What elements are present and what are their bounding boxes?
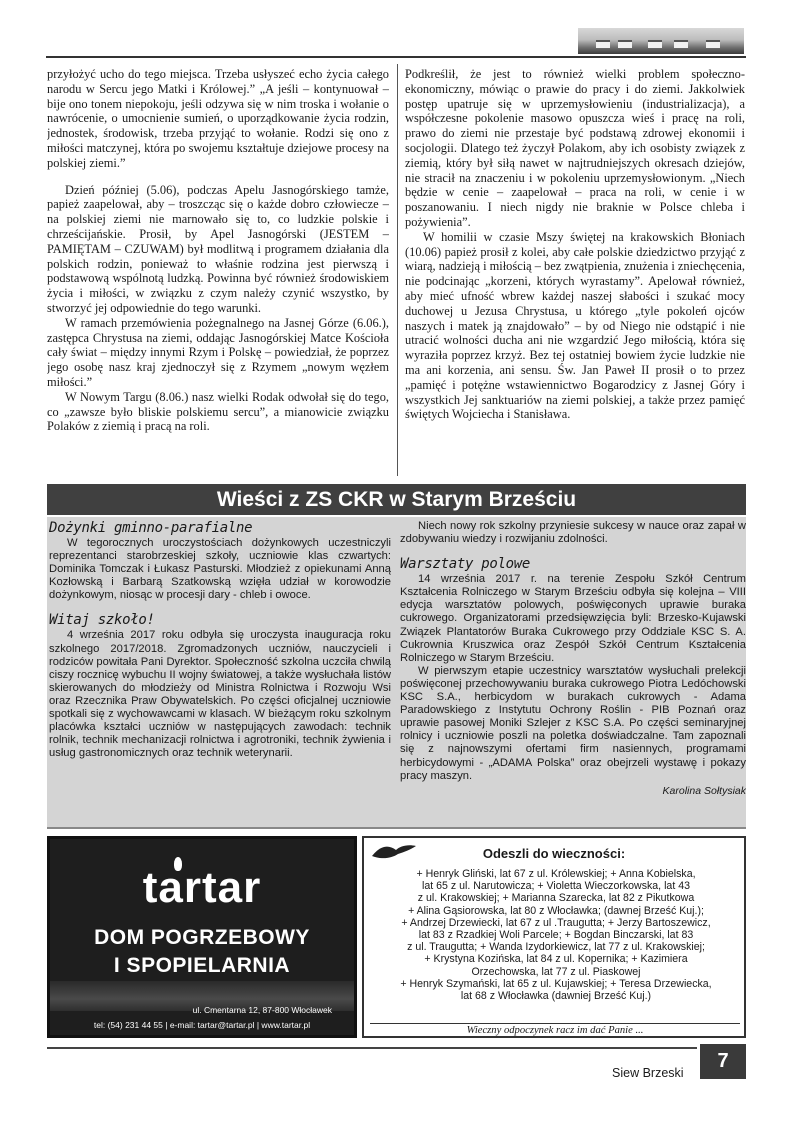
obituary-line: + Krystyna Kozińska, lat 84 z ul. Kopernika; + Kazimiera — [424, 953, 688, 966]
article-paragraph: W Nowym Targu (8.06.) nasz wielki Rodak odwołał się do tego, co „zawsze było bliskie polskiemu sercu”, a mianowicie związku Polaków z ziemią i pracą na roli. — [47, 389, 389, 434]
obituary-line: lat 68 z Włocławka (dawniej Brześć Kuj.) — [460, 990, 652, 1003]
section-heading: Dożynki gminno-parafialne — [49, 520, 253, 536]
page-number: 7 — [700, 1044, 746, 1079]
article-paragraph: Podkreślił, że jest to również wielki problem społeczno-ekonomiczny, mówiąc o prawie do pracy i do ziemi. Jakkolwiek postęp upatruje się w uprzemysłowieniu (industrializacja), a współczesne pokolenie masowo opuszcza wieś i pracę na roli, prawo do ziemi nie przestaje być podstawą zdrowej ekonomii i socjologii. Dlatego też życzył Polakom, aby ich osobisty związek z ziemią, który był siłą nawet w najtrudniejszych okresach dziejów, nie stracił na znaczeniu i w pokoleniu uprzemysłowionym. „Niech będzie w cenie – zaapelował – praca na roli, w cenie i w poszanowaniu. I niech nigdy nie braknie w Polsce chleba i pożywienia”. — [405, 67, 745, 229]
school-news-panel — [47, 517, 746, 829]
ad-contact: tel: (54) 231 44 55 | e-mail: tartar@tartar.pl | www.tartar.pl — [93, 1020, 311, 1030]
author-signature: Karolina Sołtysiak — [662, 784, 746, 797]
obituary-line: + Henryk Szymański, lat 65 z ul. Kujawskiej; + Teresa Drzewiecka, — [400, 977, 712, 990]
footer-rule — [47, 1047, 697, 1049]
obituary-list — [374, 868, 738, 1002]
obituary-line: Orzechowska, lat 77 z ul. Piaskowej — [471, 965, 641, 978]
obituary-box — [362, 836, 746, 1038]
article-paragraph: przyłożyć ucho do tego miejsca. Trzeba usłyszeć echo życia całego narodu w Sercu jego Matki i Królowej.” „A jeśli – kontynuował – bije ono tonem niepokoju, jeśli odzywa się w nim troska i wołanie o nawrócenie, o umocnienie sumień, o uporządkowanie życia rodzin, jednostek, środowisk, trzeba przyjąć to wołanie. Rodzi się ono z miłości matczynej, która po swojemu kształtuje dziejowe procesy na polskiej ziemi.” — [47, 67, 389, 170]
ad-subtitle: I SPOPIELARNIA — [113, 954, 291, 977]
school-news-column-left — [49, 517, 391, 827]
section-heading: Witaj szkoło! — [49, 612, 155, 629]
school-news-column-right — [400, 517, 746, 827]
article-paragraph: Dzień później (5.06), podczas Apelu Jasnogórskiego tamże, papież zaapelował, aby – troszcząc się o każde dobro człowiecze – na polskiej ziemi nie marnowało się to, co ludzkie polskie i chrześcijańskie. Prosił, by Apel Jasnogórski (JESTEM – PAMIĘTAM – CZUWAM) był modlitwą i programem działania dla polskich rodzin, ponieważ to właśnie rodzina jest pierwszą i podstawową wspólnotą ludzką. Powinna być również środowiskiem życia i miłości, w związku z czym należy czynić wszystko, by stworzyć jej odpowiednie do tego warunki. — [47, 182, 389, 315]
funeral-home-ad — [47, 836, 357, 1038]
section-paragraph: W pierwszym etapie uczestnicy warsztatów wysłuchali prelekcji poświęconej przechowywaniu buraka cukrowego Piotra Ledóchowski KSC S.A., herbicydom w burakach cukrowych - Adama Paradowskiego z Instytutu Ochrony Roślin - PIB Poznań oraz uprawie pasowej Moniki Szlejer z KSC S.A. Po części seminaryjnej rolnicy i uczniowie poszli na poletka doświadczalne. Tam zapoznali się z najnowszymi ofertami firm nasiennych, programami herbicydowymi - „ADAMA Polska” oraz obejrzeli wystawę i pokazy pracy maszyn. — [400, 664, 746, 782]
obituary-line: lat 65 z ul. Narutowicza; + Violetta Wieczorkowska, lat 43 — [421, 880, 690, 893]
article-column-right — [405, 67, 745, 479]
section-paragraph: Niech nowy rok szkolny przyniesie sukcesy w nauce oraz zapał w zdobywaniu wiedzy i rozwijaniu zdolności. — [400, 520, 746, 546]
header-rule — [46, 56, 746, 58]
obituary-line: + Andrzej Drzewiecki, lat 67 z ul .Traugutta; + Jerzy Bartoszewicz, — [401, 916, 711, 929]
section-title: Wieści z ZS CKR w Starym Brześciu — [47, 484, 746, 515]
article-paragraph: W ramach przemówienia pożegnalnego na Jasnej Górze (6.06.), zastępca Chrystusa na ziemi, oddając Jasnogórskiej Matce Kościoła cały świat – między innymi Rzym i Polskę – powiedział, że poprzez jego osobę nasz kraj zjednoczył się z Rzymem „nowym węzłem miłości.” — [47, 315, 389, 389]
ad-address: ul. Cmentarna 12, 87-800 Włocławek — [192, 1005, 332, 1015]
section-paragraph: W tegorocznych uroczystościach dożynkowych uczestniczyli reprezentanci starobrzeskiej szkoły, uczniowie klas czwartych: Dominika Tomczak i Łukasz Pasturski. Młodzież z opiekunami Anną Kozłowską i Barbarą Szatkowską wzięła udział w korowodzie dożynkowym, niosąc w procesji dary - chleb i owoce. — [49, 537, 391, 602]
obituary-line: + Henryk Gliński, lat 67 z ul. Królewskiej; + Anna Kobielska, — [416, 868, 696, 880]
section-paragraph: 4 września 2017 roku odbyła się uroczysta inauguracja roku szkolnego 2017/2018. Zgromadzonych uczniów, nauczycieli i rodziców powitała Pani Dyrektor. Społeczność szkolna uczciła chwilą ciszy rocznicę wybuchu II wojny światowej, a także wysłuchała listów skierowanych do młodzieży od Ministra Rolnictwa i Rozwoju Wsi oraz Rzecznika Praw Obywatelskich. Po części oficjalnej uczniowie spotkali się z wychowawcami w klasach. W bieżącym roku szkolnym placówka kształci uczniów w następujących zawodach: technik rolnik, technik mechanizacji rolnictwa i agrotroniki, technik żywienia i usług gastronomicznych oraz technik weterynarii. — [49, 629, 391, 760]
obituary-line: lat 83 z Rzadkiej Woli Parcele; + Bogdan Binczarski, lat 83 — [418, 929, 694, 942]
obituary-line: z ul. Traugutta; + Wanda Izydorkiewicz, lat 77 z ul. Krakowskiej; — [407, 941, 705, 954]
column-divider — [397, 64, 398, 476]
article-column-left — [47, 67, 389, 479]
section-paragraph: 14 września 2017 r. na terenie Zespołu Szkół Centrum Kształcenia Rolniczego w Starym Brześciu odbyła się kolejna – VIII edycja warsztatów polowych, poświęconych uprawie buraka cukrowego. Organizatorami przedsięwzięcia byli: Brzesko-Kujawski Związek Plantatorów Buraka Cukrowego przy Oddziale KSC S. A. Cukrownia Kruszwica oraz Zespół Szkół Centrum Kształcenia Rolniczego w Starym Brześciu. — [400, 573, 746, 664]
header-photo — [578, 28, 744, 54]
obituary-line: z ul. Krakowskiej; + Marianna Szarecka, lat 82 z Pikutkowa — [417, 892, 695, 905]
ad-logo: tartar — [142, 863, 262, 912]
obituary-footer: Wieczny odpoczynek racz im dać Panie ... — [370, 1023, 740, 1037]
publication-name: Siew Brzeski — [612, 1066, 684, 1080]
obituary-title: Odeszli do wieczności: — [482, 846, 626, 861]
obituary-line: + Alina Gąsiorowska, lat 80 z Włocławka; (dawnej Brześć Kuj.); — [408, 904, 704, 917]
article-paragraph: W homilii w czasie Mszy świętej na krakowskich Błoniach (10.06) papież prosił z kolei, aby całe polskie dziedzictwo przyjąć z wiarą, nadzieją i miłością – bez zwątpienia, znużenia i zniechęcenia, nie podcinając „korzeni, których wyrastamy”. Apelował również, aby mieć ufność wbrew każdej naszej słabości i szukać mocy duchowej u Jezusa Chrystusa, u którego „tyle pokoleń ojców naszych i matek ją znajdowało” – by od Niego nie odstąpić i nie utracić wolności ducha ani nie wzgardzić Jego miłością, która się wyraziła poprzez krzyż. Bez tej ostatniej bowiem życie ludzkie nie ma ani korzenia, ani sensu. Św. Jan Paweł II prosił o to przez „pamięć i potężne wstawiennictwo Bogarodzicy z Jasnej Góry i wszystkich Jej sanktuariów na ziemi polskiej, a także przez pamięć świętych Wojciecha i Stanisława. — [405, 229, 745, 422]
section-heading: Warsztaty polowe — [400, 556, 531, 573]
ad-title: DOM POGRZEBOWY — [94, 926, 310, 949]
